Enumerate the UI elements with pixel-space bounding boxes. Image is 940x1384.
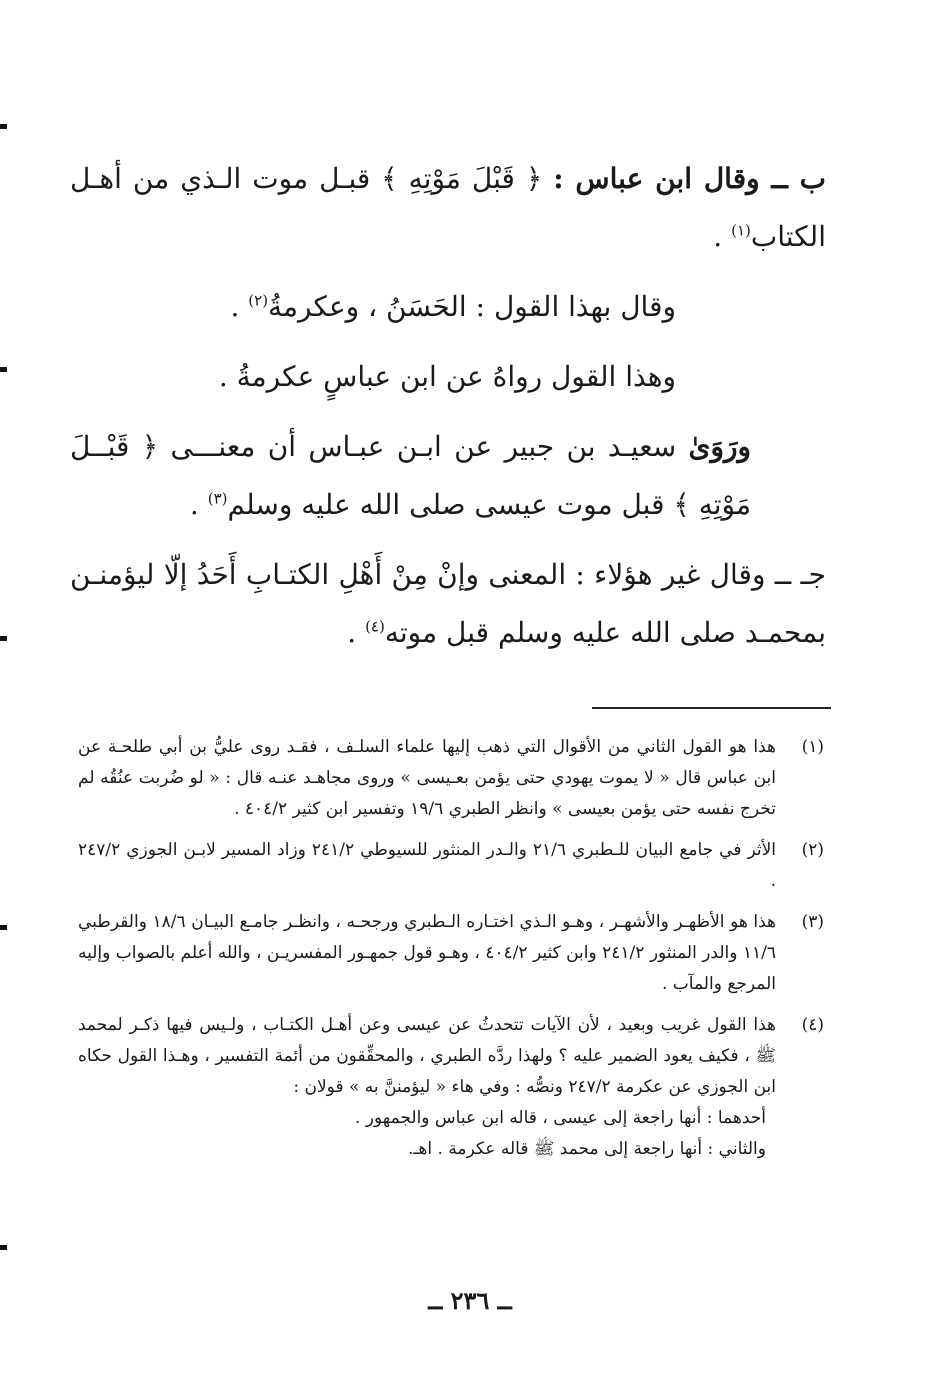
footnote-ref-1[interactable]: (١) — [731, 221, 751, 240]
footnote-number: (٣) — [801, 912, 824, 932]
footnote-text: هذا القول غريب وبعيد ، لأن الآيات تتحدثُ عن عيسى وعن أهـل الكتـاب ، ولـيس فيها ذكـر لمحمد ﷺ ، فكيف يعود الضمير عليه ؟ ولهذا ردَّه الطبري ، والمحقِّقون من أئمة التفسير ، وهـذا القول حكاه ابن الجوزي عن عكرمة ٢٤٧/٢ ونصُّه : وفي هاء « ليؤمننَّ به » قولان : — [78, 1015, 776, 1097]
paragraph-b — [70, 150, 826, 266]
paragraph-hasan — [70, 278, 826, 336]
footnote-number: (٤) — [801, 1015, 824, 1035]
paragraph-said — [70, 418, 826, 534]
margin-mark — [0, 1245, 7, 1250]
paragraph-said-text: سعيـد بن جبير عن ابـن عبـاس أن معنـــى ﴿ قَبْــلَ مَوْتِهِ ﴾ قبل موت عيسى صلى الله عليه وسلم — [70, 430, 751, 521]
margin-mark — [0, 636, 7, 641]
page-number: ــ ٢٣٦ ــ — [428, 1286, 512, 1315]
paragraph-ikrima-text: وهذا القول رواهُ عن ابن عباسٍ عكرمةُ . — [218, 360, 676, 393]
footnote-number: (١) — [801, 737, 824, 757]
footnote-3 — [78, 907, 824, 1000]
footnote-4 — [78, 1010, 824, 1165]
footnote-subline-2: والثاني : أنها راجعة إلى محمد ﷺ قاله عكرمة . اهـ. — [408, 1139, 766, 1159]
footnote-ref-2[interactable]: (٢) — [248, 291, 269, 310]
footnote-ref-3[interactable]: (٣) — [207, 489, 228, 508]
main-text — [70, 150, 826, 662]
paragraph-ikrima — [70, 348, 826, 406]
paragraph-hasan-text: وقال بهذا القول : الحَسَنُ ، وعكرمةُ — [268, 290, 676, 323]
footnote-body — [78, 1010, 776, 1165]
footnote-subline-1: أحدهما : أنها راجعة إلى عيسى ، قاله ابن عباس والجمهور . — [354, 1108, 766, 1128]
paragraph-b-lead: ب ــ وقال ابن عباس : — [553, 162, 826, 195]
paragraph-b-text: ﴿ قَبْلَ مَوْتِهِ ﴾ قبـل موت الـذي من أهـل الكتاب — [70, 162, 826, 253]
margin-mark — [0, 124, 7, 129]
paragraph-j-end: . — [347, 616, 357, 649]
footnote-number: (٢) — [801, 840, 824, 860]
paragraph-hasan-end: . — [230, 290, 240, 323]
paragraph-j-text: جـ ــ وقال غير هؤلاء : المعنى وإنْ مِنْ أَهْلِ الكتـابِ أَحَدُ إلّا ليؤمنـن بمحمـد صلى الله عليه وسلم قبل موته — [70, 558, 826, 649]
paragraph-said-lead: ورَوَىٰ — [688, 430, 752, 463]
paragraph-said-end: . — [189, 488, 199, 521]
footnote-text: هذا هو القول الثاني من الأقوال التي ذهب إليها علماء السلـف ، فقـد روى عليُّ بن أبي طلحـة عن ابن عباس قال « لا يموت يهودي حتى يؤمن بعـيسى » وروى مجاهـد عنـه قال : « لو ضُربت عنُقُه لم تخرج نفسه حتى يؤمن بعيسى » وانظر الطبري ١٩/٦ وتفسير ابن كثير ٤٠٤/٢ . — [78, 737, 776, 819]
margin-mark — [0, 925, 7, 930]
paragraph-b-end: . — [713, 220, 723, 253]
footnote-2 — [78, 835, 824, 897]
footnote-text: هذا هو الأظهـر والأشهـر ، وهـو الـذي اختـاره الـطبري ورجحـه ، وانظـر جامـع البيـان ١٨/٦ والقرطبي ١١/٦ والدر المنثور ٢٤١/٢ وابن كثير ٤٠٤/٢ ، وهـو قول جمهـور المفسريـن ، والله أعلم بالصواب وإليه المرجع والمآب . — [78, 912, 776, 994]
footnote-separator — [592, 707, 831, 709]
paragraph-j — [70, 546, 826, 662]
footnote-ref-4[interactable]: (٤) — [365, 617, 385, 636]
footnotes — [78, 732, 824, 1175]
footnote-text: الأثر في جامع البيان للـطبري ٢١/٦ والـدر المنثور للسيوطي ٢٤١/٢ وزاد المسير لابـن الجوزي ٢٤٧/٢ . — [78, 840, 776, 891]
footnote-1 — [78, 732, 824, 825]
margin-mark — [0, 367, 7, 372]
